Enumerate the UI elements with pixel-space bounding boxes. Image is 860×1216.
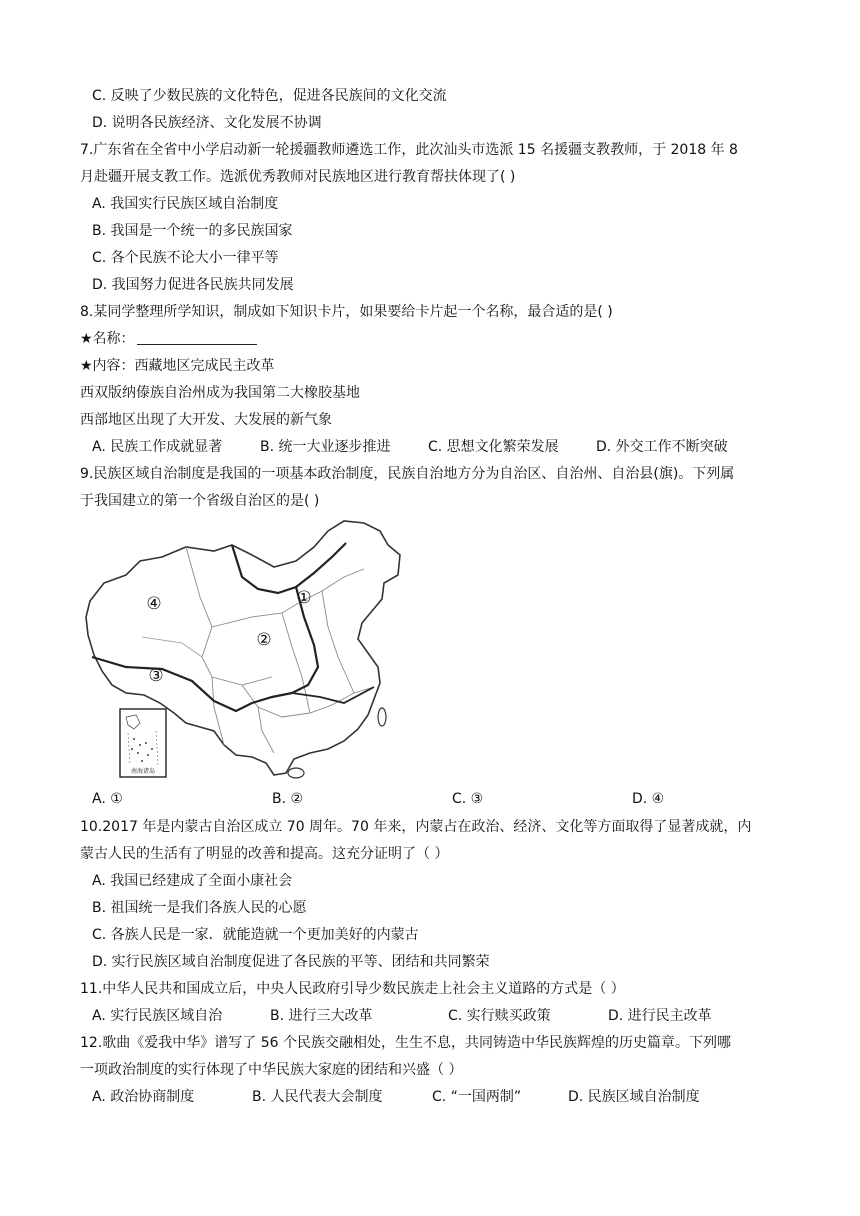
q7-stem-line2: 月赴疆开展支教工作。选派优秀教师对民族地区进行教育帮扶体现了( ) (80, 169, 516, 185)
hainan-island (288, 768, 304, 778)
q11-stem: 11.中华人民共和国成立后，中央人民政府引导少数民族走上社会主义道路的方式是（ ） (80, 981, 625, 997)
inset-label: 南海诸岛 (130, 768, 156, 775)
map-label-4: ④ (146, 594, 162, 614)
q12-stem-line1: 12.歌曲《爱我中华》谱写了 56 个民族交融相处，生生不息，共同铸造中华民族辉煌的历史篇章。下列哪 (80, 1035, 731, 1051)
q9-stem-line1: 9.民族区域自治制度是我国的一项基本政治制度，民族自治地方分为自治区、自治州、自治县(旗)。下列属 (80, 466, 735, 482)
q8-card-name-label: ★名称： (80, 331, 135, 347)
q8-card-name (80, 329, 257, 349)
q8-card-name-blank (137, 330, 257, 345)
q9-stem-line2: 于我国建立的第一个省级自治区的是( ) (80, 493, 320, 509)
q10-stem-line1: 10.2017 年是内蒙古自治区成立 70 周年。70 年来，内蒙占在政治、经济、文化等方面取得了显著成就，内 (80, 819, 752, 835)
q11-option-b: B. 进行三大改革 (270, 1008, 373, 1024)
q7-stem-line1: 7.广东省在全省中小学启动新一轮援疆教师遴选工作，此次汕头市选派 15 名援疆支教教师，于 2018 年 8 (80, 142, 738, 158)
china-map-figure (82, 517, 404, 779)
q11-option-d: D. 进行民主改革 (608, 1008, 712, 1024)
taiwan-island (378, 708, 386, 726)
map-label-3: ③ (148, 666, 164, 686)
q9-option-c: C. ③ (452, 791, 484, 807)
q12-option-b: B. 人民代表大会制度 (252, 1089, 383, 1105)
q8-stem: 8.某同学整理所学知识，制成如下知识卡片，如果要给卡片起一个名称，最合适的是( ) (80, 304, 613, 320)
q12-option-c: C. “一国两制” (432, 1089, 522, 1105)
q7-option-b: B. 我国是一个统一的多民族国家 (92, 223, 293, 239)
q8-card-line3: 西部地区出现了大开发、大发展的新气象 (80, 412, 332, 428)
map-label-2: ② (256, 630, 272, 650)
q8-option-b: B. 统一大业逐步推进 (260, 439, 391, 455)
q8-card-line2: 西双版纳傣族自治州成为我国第二大橡胶基地 (80, 385, 360, 401)
q8-card-content: ★内容：西藏地区完成民主改革 (80, 358, 275, 374)
q10-stem-line2: 蒙古人民的生活有了明显的改善和提高。这充分证明了（ ） (80, 846, 449, 862)
q9-option-a: A. ① (92, 791, 123, 807)
q8-option-c: C. 思想文化繁荣发展 (428, 439, 559, 455)
q9-option-b: B. ② (272, 791, 304, 807)
q6-option-d: D. 说明各民族经济、文化发展不协调 (92, 115, 322, 131)
q7-option-d: D. 我国努力促进各民族共同发展 (92, 277, 294, 293)
q10-option-b: B. 祖国统一是我们各族人民的心愿 (92, 900, 307, 916)
q8-option-d: D. 外交工作不断突破 (596, 439, 728, 455)
q7-option-c: C. 各个民族不论大小一律平等 (92, 250, 279, 266)
q11-option-c: C. 实行赎买政策 (448, 1008, 551, 1024)
q10-option-a: A. 我国已经建成了全面小康社会 (92, 873, 293, 889)
q9-option-d: D. ④ (632, 791, 665, 807)
q6-option-c: C. 反映了少数民族的文化特色，促进各民族间的文化交流 (92, 88, 447, 104)
q8-option-a: A. 民族工作成就显著 (92, 439, 223, 455)
q12-option-a: A. 政治协商制度 (92, 1089, 195, 1105)
map-label-1: ① (296, 588, 312, 608)
q12-stem-line2: 一项政治制度的实行体现了中华民族大家庭的团结和兴盛（ ） (80, 1062, 463, 1078)
q10-option-d: D. 实行民族区域自治制度促进了各民族的平等、团结和共同繁荣 (92, 954, 490, 970)
q12-option-d: D. 民族区域自治制度 (568, 1089, 700, 1105)
q10-option-c: C. 各族人民是一家．就能造就一个更加美好的内蒙古 (92, 927, 419, 943)
q7-option-a: A. 我国实行民族区域自治制度 (92, 196, 279, 212)
q11-option-a: A. 实行民族区域自治 (92, 1008, 223, 1024)
